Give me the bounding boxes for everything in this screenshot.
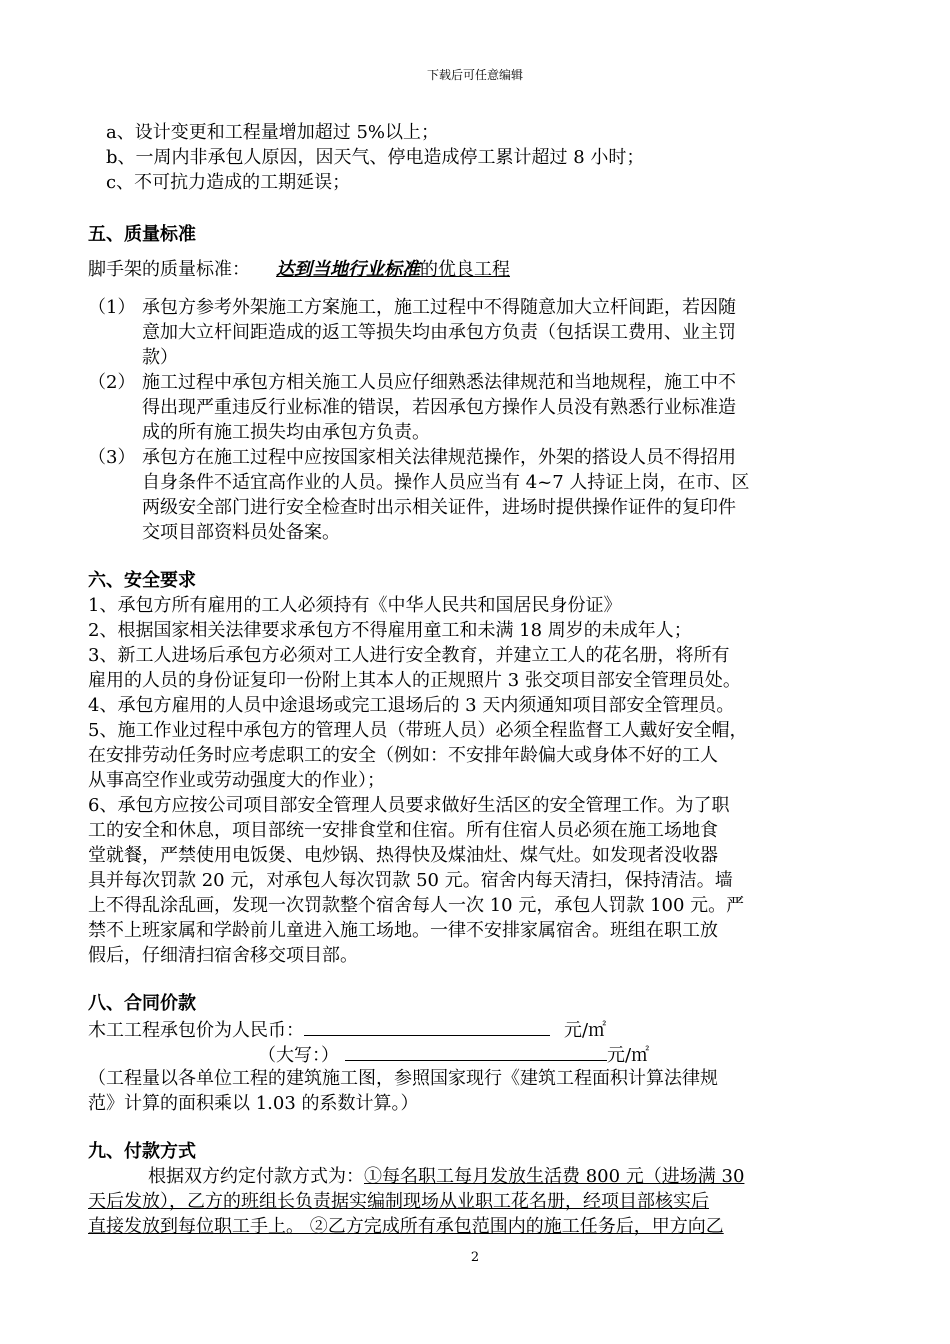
safety-text-line: 雇用的人员的身份证复印一份附上其本人的正规照片 3 张交项目部安全管理员处。 xyxy=(88,670,741,691)
price-figures-blank[interactable] xyxy=(304,1017,550,1036)
quality-standard-label: 脚手架的质量标准： xyxy=(88,259,250,280)
safety-text-line: 禁不上班家属和学龄前儿童进入施工场地。一律不安排家属宿舍。班组在职工放 xyxy=(88,920,718,941)
quality-item-text: 施工过程中承包方相关施工人员应仔细熟悉法律规范和当地规程，施工中不 xyxy=(142,372,736,393)
safety-text-line: 从事高空作业或劳动强度大的作业）； xyxy=(88,770,385,791)
safety-text-line: 具并每次罚款 20 元，对承包人每次罚款 50 元。宿舍内每天清扫，保持清洁。墙 xyxy=(88,870,733,891)
quality-item-text: 意加大立杆间距造成的返工等损失均由承包方负责（包括误工费用、业主罚 xyxy=(142,322,736,343)
quality-heading: 五、质量标准 xyxy=(88,224,196,245)
quality-item-text: 自身条件不适宜高作业的人员。操作人员应当有 4~7 人持证上岗，在市、区 xyxy=(142,472,750,493)
price-unit: 元/㎡ xyxy=(607,1045,650,1066)
price-words-label: （大写：） xyxy=(258,1045,339,1066)
payment-line: 天后发放），乙方的班组长负责据实编制现场从业职工花名册，经项目部核实后 xyxy=(88,1191,709,1212)
page-number: 2 xyxy=(470,1250,480,1265)
safety-text-line: 在安排劳动任务时应考虑职工的安全（例如：不安排年龄偏大或身体不好的工人 xyxy=(88,745,718,766)
quality-item-text: 承包方在施工过程中应按国家相关法律规范操作，外架的搭设人员不得招用 xyxy=(142,447,736,468)
quality-item-number: （3） xyxy=(88,447,136,468)
safety-text-line: 上不得乱涂乱画，发现一次罚款整个宿舍每人一次 10 元，承包人罚款 100 元。严 xyxy=(88,895,745,916)
quality-item-number: （2） xyxy=(88,372,136,393)
safety-text-line: 6、承包方应按公司项目部安全管理人员要求做好生活区的安全管理工作。为了职 xyxy=(88,795,730,816)
payment-intro: 根据双方约定付款方式为： xyxy=(148,1166,364,1187)
quality-item-text: 两级安全部门进行安全检查时出示相关证件，进场时提供操作证件的复印件 xyxy=(142,497,736,518)
quality-item-text: 得出现严重违反行业标准的错误，若因承包方操作人员没有熟悉行业标准造 xyxy=(142,397,736,418)
price-words-blank[interactable] xyxy=(345,1042,607,1061)
price-line-figures xyxy=(88,1017,606,1041)
price-label: 木工工程承包价为人民币： xyxy=(88,1020,304,1041)
quality-item-text: 款） xyxy=(142,347,178,368)
quality-standard-line xyxy=(88,258,532,282)
price-line-words xyxy=(258,1042,649,1066)
price-unit: 元/㎡ xyxy=(564,1020,607,1041)
page-header: 下载后可任意编辑 xyxy=(426,68,523,82)
safety-text-line: 2、根据国家相关法律要求承包方不得雇用童工和未满 18 周岁的未成年人； xyxy=(88,620,692,641)
safety-text-line: 3、新工人进场后承包方必须对工人进行安全教育，并建立工人的花名册，将所有 xyxy=(88,645,730,666)
safety-text-line: 工的安全和休息，项目部统一安排食堂和住宿。所有住宿人员必须在施工场地食 xyxy=(88,820,718,841)
payment-term-1: ①每名职工每月发放生活费 800 元（进场满 30 xyxy=(364,1166,745,1187)
delay-item-c: c、不可抗力造成的工期延误； xyxy=(106,172,351,193)
safety-text-line: 堂就餐，严禁使用电饭煲、电炒锅、热得快及煤油灶、煤气灶。如发现者没收器 xyxy=(88,845,718,866)
quality-item-text: 交项目部资料员处备案。 xyxy=(142,522,340,543)
quality-standard-value: 达到当地行业标准的优良工程 xyxy=(276,259,510,280)
price-note-line: （工程量以各单位工程的建筑施工图，参照国家现行《建筑工程面积计算法律规 xyxy=(88,1068,718,1089)
safety-text-line: 1、承包方所有雇用的工人必须持有《中华人民共和国居民身份证》 xyxy=(88,595,622,616)
price-note-line: 范》计算的面积乘以 1.03 的系数计算。） xyxy=(88,1093,419,1114)
payment-heading: 九、付款方式 xyxy=(88,1141,196,1162)
payment-line: 直接发放到每位职工手上。 ②乙方完成所有承包范围内的施工任务后，甲方向乙 xyxy=(88,1216,724,1237)
price-heading: 八、合同价款 xyxy=(88,993,196,1014)
payment-line xyxy=(148,1165,744,1189)
delay-item-b: b、一周内非承包人原因，因天气、停电造成停工累计超过 8 小时； xyxy=(106,147,645,168)
safety-text-line: 4、承包方雇用的人员中途退场或完工退场后的 3 天内须通知项目部安全管理员。 xyxy=(88,695,735,716)
safety-text-line: 假后，仔细清扫宿舍移交项目部。 xyxy=(88,945,358,966)
safety-heading: 六、安全要求 xyxy=(88,570,196,591)
delay-item-a: a、设计变更和工程量增加超过 5%以上； xyxy=(106,122,440,143)
safety-text-line: 5、施工作业过程中承包方的管理人员（带班人员）必须全程监督工人戴好安全帽， xyxy=(88,720,748,741)
quality-item-number: （1） xyxy=(88,297,136,318)
quality-item-text: 成的所有施工损失均由承包方负责。 xyxy=(142,422,430,443)
quality-item-text: 承包方参考外架施工方案施工，施工过程中不得随意加大立杆间距，若因随 xyxy=(142,297,736,318)
